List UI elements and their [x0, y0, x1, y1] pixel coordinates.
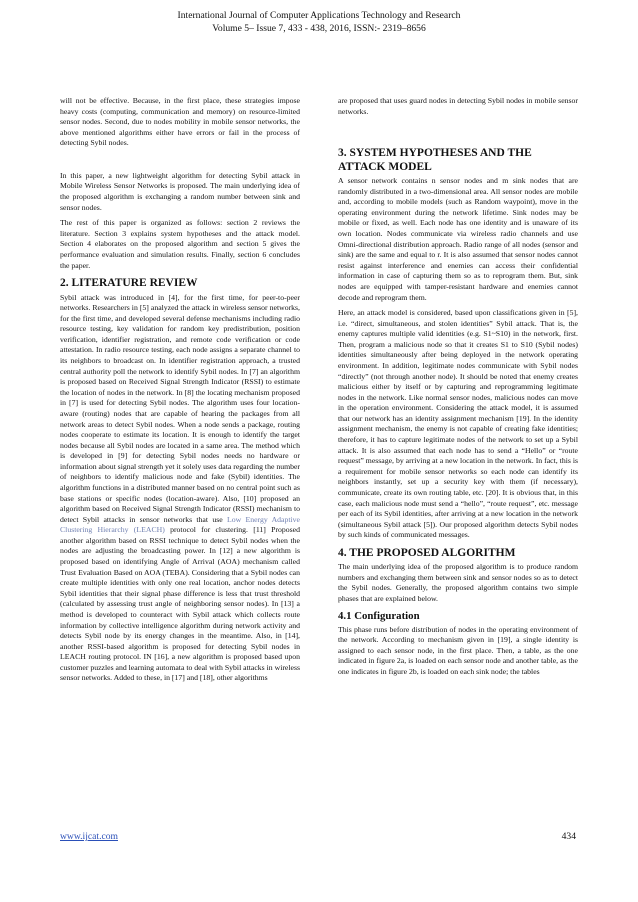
paragraph-text: Sybil attack was introduced in [4], for the first time, for peer-to-peer networks. Researchers in [5] analyzed the attack in wireless sensor networks, for the first time, and developed several defense mechanisms including radio resource testing, key validation for random key predistribution, position verification, identifier registration, and remote code verification or code attestation. In radio resource testing, each node assigns a separate channel to its neighbors to broadcast on. In identifier registration approach, a trusted central authority poll the network to identify Sybil nodes. In [7] an algorithm is proposed based on Received Signal Strength Indicator (RSSI) to estimate the location of nodes in the network. In [8] the locating mechanism proposed in [7] is used for detecting Sybil nodes. The algorithm uses four location-aware (routing) nodes that are capable of hearing the packages from all network areas to detect Sybil nodes. When a node sends a package, routing nodes cooperate to estimate its location. It is enough to identify the target nodes because all Sybil nodes are located in a same area. The method which is developed in [9] for detecting Sybil nodes needs no hardware or information about signal strength yet it solely uses data regarding the number of neighbors to identify malicious node and fake (Sybil) identities. The algorithm functions in a distributed manner based on no central point such as base stations or specific nodes (location-aware). Also, [10] proposed an algorithm based on Received Signal Strength Indicator (RSSI) mechanism to detect Sybil attacks in sensor networks that use — [60, 292, 300, 524]
paragraph — [60, 293, 300, 684]
subsection-heading-configuration: 4.1 Configuration — [338, 609, 420, 622]
page-number: 434 — [561, 831, 576, 842]
paragraph: Here, an attack model is considered, based upon classifications given in [5], i.e. “direct, simultaneous, and stolen identities” Sybil attack. That is, the enemy captures multiple valid identities (e.g. S1~S10) in the network, first. Then, program a malicious node so that it creates S1 to S10 (Sybil nodes) identities simultaneously after being deployed in the network operating environment. In addition, legitimate nodes communicate with Sybil nodes “directly” (not through another node). It should be noted that enemy creates malicious either by itself or by capturing and reprogramming legitimate nodes in the network. Like normal sensor nodes, malicious nodes can move in the operation environment. Considering the attack model, it is assumed that our network has an identity assignment mechanism [19]. In the identity assignment mechanism, the enemy is not capable of creating fake identities; therefore, it has to capture legitimate nodes of the network to set up a Sybil attack. It is also assumed that each node has to send a “Hello” or “route request” message, by arriving at a new location in the network. In fact, this is a requirement for mobile sensor networks so each node can identify its neighbors instantly, set up a security key with them (if necessary), communicate, create its own routing table, etc. [20]. It is obvious that, in this case, each malicious node must send a “hello”, “route request”, etc. message per each of its Sybil identities, after arriving at a new location in the network (simultaneous Sybil attack [5]). Our proposed algorithm detects Sybil nodes by such kinds of communicated messages. — [338, 308, 578, 540]
paragraph: The main underlying idea of the proposed algorithm is to produce random numbers and exchanging them between sink and sensor nodes so as to detect the Sybil nodes. Generally, the proposed algorithm contains two simple phases that are explained below. — [338, 562, 578, 604]
paragraph: The rest of this paper is organized as follows: section 2 reviews the literature. Section 3 explains system hypotheses and the attack model. Section 4 elaborates on the proposed algorithm and section 5 gives the performance evaluation and simulation results. Finally, section 6 concludes the paper. — [60, 218, 300, 270]
paragraph-text: protocol for clustering. [11] Proposed another algorithm based on RSSI technique to detect Sybil nodes when the nodes are adjusting the broadcasting power. In [12] a new algorithm is proposed based on identifying Angle of Arrival (AOA) mechanism called Trust Evaluation Based on AOA (TEBA). Considering that a Sybil nodes can create multiple identities with only one real location, anchor nodes detects Sybil identities that their signal phase difference is less that trust threshold (calculated by assessing trust angle of neighboring sensor nodes). In [13] a method is developed to counteract with Sybil attack which collects route information by collective intelligence algorithm during network activity and detects Sybil node by its energy changes in the meantime. Also, in [14], another RSSI-based algorithm is proposed for detecting Sybil nodes in LEACH routing protocol. IN [16], a new algorithm is proposed based upon customer puzzles and learning automata to deal with Sybil attacks in wireless sensor networks. Added to these, in [17] and [18], other algorithms — [60, 525, 300, 683]
page-header — [0, 10, 638, 35]
journal-title: International Journal of Computer Applications Technology and Research — [177, 10, 461, 21]
left-column — [60, 96, 300, 689]
paragraph: will not be effective. Because, in the first place, these strategies impose heavy costs (computing, communication and memory) on resource-limited sensor nodes. Second, due to nodes mobility in mobile sensor networks, the above mentioned algorithms either have errors or fail in the process of detecting Sybil nodes. — [60, 96, 300, 148]
journal-volume: Volume 5– Issue 7, 433 - 438, 2016, ISSN:- 2319–8656 — [212, 22, 426, 34]
paragraph: A sensor network contains n sensor nodes and m sink nodes that are randomly distributed in a two-dimensional area. All sensor nodes are mobile and, according to mobile models (such as Random waypoint), move in the operating environment during the network lifetime. Sink nodes may be mobile or fixed, as well. Each node has one identity and is unaware of its own location. Nodes communicate via wireless radio channels and use Omni-directional distribution approach. Radio range of all nodes (sensor and sink) are the same and equal to r. It is also assumed that sensor nodes cannot resist against interference and enemies can access their confidential information in case of capturing them so as to reprogram them. But, sink nodes are equipped with tamper-resistant hardware and enemies cannot decode and reprogram them. — [338, 176, 578, 302]
right-column — [338, 96, 578, 683]
section-heading-system-hypotheses: 3. SYSTEM HYPOTHESES AND THE ATTACK MODEL — [338, 147, 532, 173]
section-heading-proposed-algorithm: 4. THE PROPOSED ALGORITHM — [338, 546, 516, 559]
paragraph: This phase runs before distribution of nodes in the operating environment of the network. According to mechanism given in [19], a single identity is assigned to each sensor node, in the first place. Then, a table, as the one indicated in figure 2a, is loaded on each sensor node and another table, as the one indicates in figure 2b, is loaded on each sink node; the tables — [338, 624, 578, 676]
paragraph: are proposed that uses guard nodes in detecting Sybil nodes in mobile sensor networks. — [338, 96, 578, 116]
paragraph: In this paper, a new lightweight algorithm for detecting Sybil attack in Mobile Wireless Sensor Networks is proposed. The main underlying idea of the proposed algorithm is exchanging a random number between sink and sensor nodes. — [60, 170, 300, 212]
leach-link[interactable]: Low Energy Adaptive Clustering Hierarchy (LEACH) — [60, 514, 300, 535]
journal-url-link[interactable]: www.ijcat.com — [60, 831, 118, 842]
section-heading-literature-review: 2. LITERATURE REVIEW — [60, 277, 198, 290]
